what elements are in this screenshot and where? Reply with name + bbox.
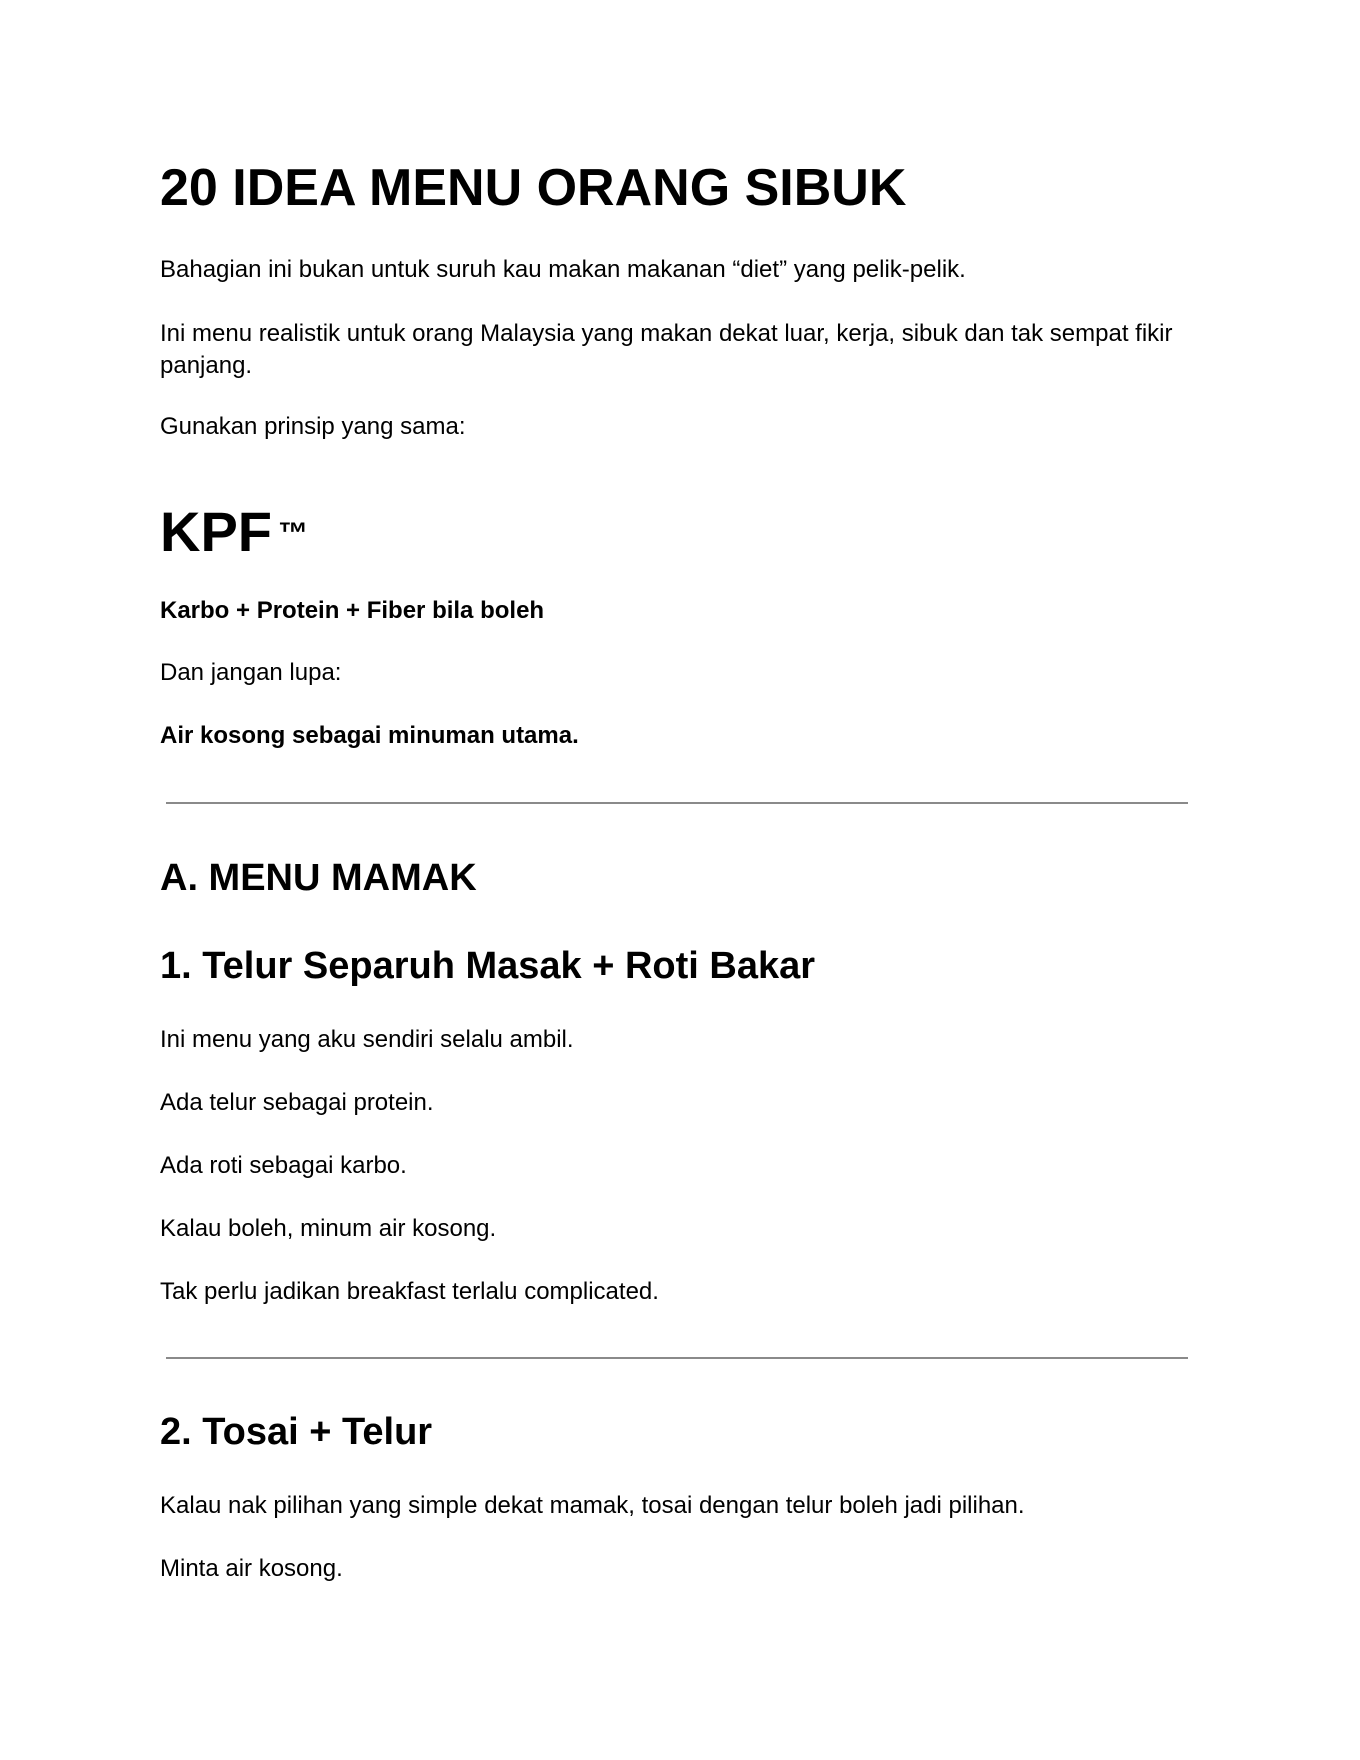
item-1-line-5: Tak perlu jadikan breakfast terlalu complicated.: [160, 1278, 659, 1305]
intro-paragraph-3: Gunakan prinsip yang sama:: [160, 413, 466, 440]
drink-rule: Air kosong sebagai minuman utama.: [160, 722, 579, 749]
kpf-heading-text: KPF: [160, 500, 272, 563]
intro-paragraph-2: Ini menu realistik untuk orang Malaysia yang makan dekat luar, kerja, sibuk dan tak sempat fikir panjang.: [160, 320, 1173, 379]
intro-paragraph-1: Bahagian ini bukan untuk suruh kau makan makanan “diet” yang pelik-pelik.: [160, 256, 966, 283]
item-2-line-1: Kalau nak pilihan yang simple dekat mamak, tosai dengan telur boleh jadi pilihan.: [160, 1492, 1025, 1519]
section-a-heading: A. MENU MAMAK: [160, 857, 477, 899]
item-1-line-1: Ini menu yang aku sendiri selalu ambil.: [160, 1026, 574, 1053]
kpf-heading: [160, 500, 308, 564]
kpf-formula: Karbo + Protein + Fiber bila boleh: [160, 597, 545, 624]
item-1-line-4: Kalau boleh, minum air kosong.: [160, 1215, 497, 1242]
item-1-line-2: Ada telur sebagai protein.: [160, 1089, 434, 1116]
trademark-symbol: ™: [278, 517, 308, 550]
page-title: 20 IDEA MENU ORANG SIBUK: [160, 159, 907, 217]
divider-2: [166, 1357, 1188, 1359]
item-2-line-2: Minta air kosong.: [160, 1555, 343, 1582]
reminder-text: Dan jangan lupa:: [160, 659, 342, 686]
item-1-line-3: Ada roti sebagai karbo.: [160, 1152, 407, 1179]
divider-1: [166, 802, 1188, 804]
item-1-heading: 1. Telur Separuh Masak + Roti Bakar: [160, 945, 816, 987]
item-2-heading: 2. Tosai + Telur: [160, 1411, 433, 1453]
